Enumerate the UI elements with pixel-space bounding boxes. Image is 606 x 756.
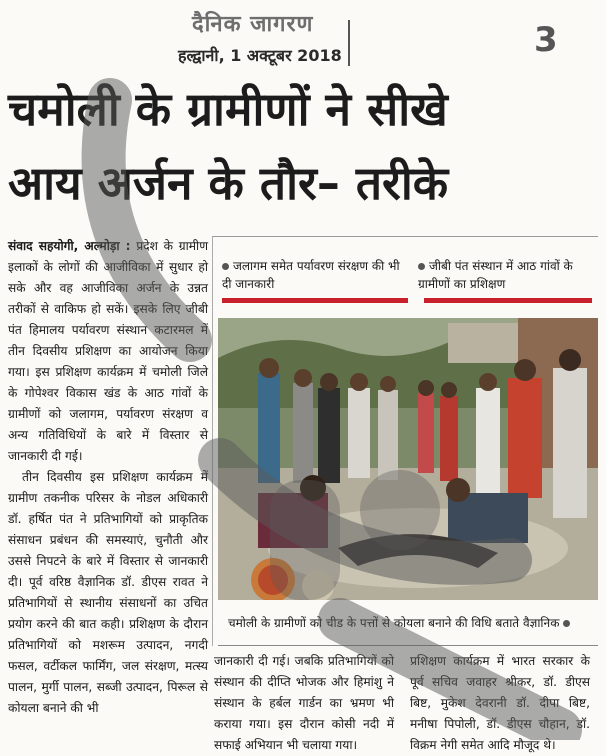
article-right-column: प्रशिक्षण कार्यक्रम में भारत सरकार के पूर्व सचिव जवाहर श्रीकर, डॉ. डीएस बिष्ट, मुकेश देवरानी डॉ. दीपा बिष्ट, मनीषा पिपोली, डॉ. डीएस चौहान, डॉ. विक्रम नेगी समेत आदि मौजूद थे। <box>410 654 590 752</box>
article-paragraph-1 <box>8 236 208 467</box>
page-number: 3 <box>534 20 558 60</box>
article-left-column <box>8 236 208 719</box>
kicker-left-text: जलागम समेत पर्यावरण संरक्षण की भी दी जानकारी <box>222 259 400 291</box>
bullet-icon <box>563 620 570 627</box>
masthead-divider <box>348 20 350 66</box>
headline-line-2: आय अर्जन के तौर– तरीके <box>8 156 449 210</box>
paragraph-1-text: प्रदेश के ग्रामीण इलाकों के लोगों की आजीविका में सुधार हो सके और वह आजीविका अर्जन के उन्नत तरीकों से वाकिफ हो सकें। इसके लिए जीबी पंत हिमालय पर्यावरण संस्थान कटारमल में तीन दिवसीय प्रशिक्षण का आयोजन किया गया। इस प्रशिक्षण कार्यक्रम में चमोली जिले के गोपेश्वर विकास खंड के आठ गांवों के ग्रामीणों को जलागम, पर्यावरण संरक्षण व अन्य गतिविधियों के बारे में विस्तार से जानकारी दी गई। <box>8 239 208 463</box>
bullet-icon <box>418 263 425 270</box>
photo-caption-text: चमोली के ग्रामीणों को चीड के पत्तों से कोयला बनाने की विधि बताते वैज्ञानिक <box>228 616 560 630</box>
edition-date: हल्द्वानी, 1 अक्टूबर 2018 <box>178 46 342 65</box>
kicker-right-text: जीबी पंत संस्थान में आठ गांवों के ग्रामीणों का प्रशिक्षण <box>418 259 573 291</box>
article-middle-column: जानकारी दी गई। जबकि प्रतिभागियों को संस्थान की दीप्ति भोजक और हिमांशु ने संस्थान के हर्बल गार्डन का भ्रमण भी कराया गया। इस दौरान कोसी नदी में सफाई अभियान भी चलाया गया। <box>214 654 394 752</box>
article-paragraph-2: तीन दिवसीय इस प्रशिक्षण कार्यक्रम में ग्रामीण तकनीक परिसर के नोडल अधिकारी डॉ. हर्षित पंत ने प्रतिभागियों को प्राकृतिक संसाधन प्रबंधन की समस्याएं, चुनौती और उससे निपटने के बारे में विस्तार से जानकारी दी। पूर्व वरिष्ठ वैज्ञानिक डॉ. डीएस रावत ने प्रतिभागियों से स्थानीय संसाधनों का उचित प्रयोग करने की बात कही। प्रशिक्षण के दौरान प्रतिभागियों को मशरूम उत्पादन, नगदी फसल, वर्टीकल फार्मिंग, जल संरक्षण, मत्स्य पालन, मुर्गी पालन, सब्जी उत्पादन, पिरूल से कोयला बनाने की भी <box>8 470 208 715</box>
bullet-icon <box>222 263 229 270</box>
kicker-left-bar <box>222 298 408 303</box>
kicker-right <box>418 257 592 293</box>
column-rule-top <box>212 236 598 237</box>
kicker-left <box>222 257 402 293</box>
headline-line-1: चमोली के ग्रामीणों ने सीखे <box>8 82 448 136</box>
kicker-right-bar <box>424 298 592 303</box>
masthead <box>178 6 558 66</box>
paper-name: दैनिक जागरण <box>192 12 314 37</box>
column-rule-vertical <box>212 236 213 646</box>
caption-rule <box>218 645 598 646</box>
photo-caption <box>218 604 598 642</box>
news-photo <box>218 318 598 600</box>
byline: संवाद सहयोगी, अल्मोड़ा : <box>8 239 131 253</box>
